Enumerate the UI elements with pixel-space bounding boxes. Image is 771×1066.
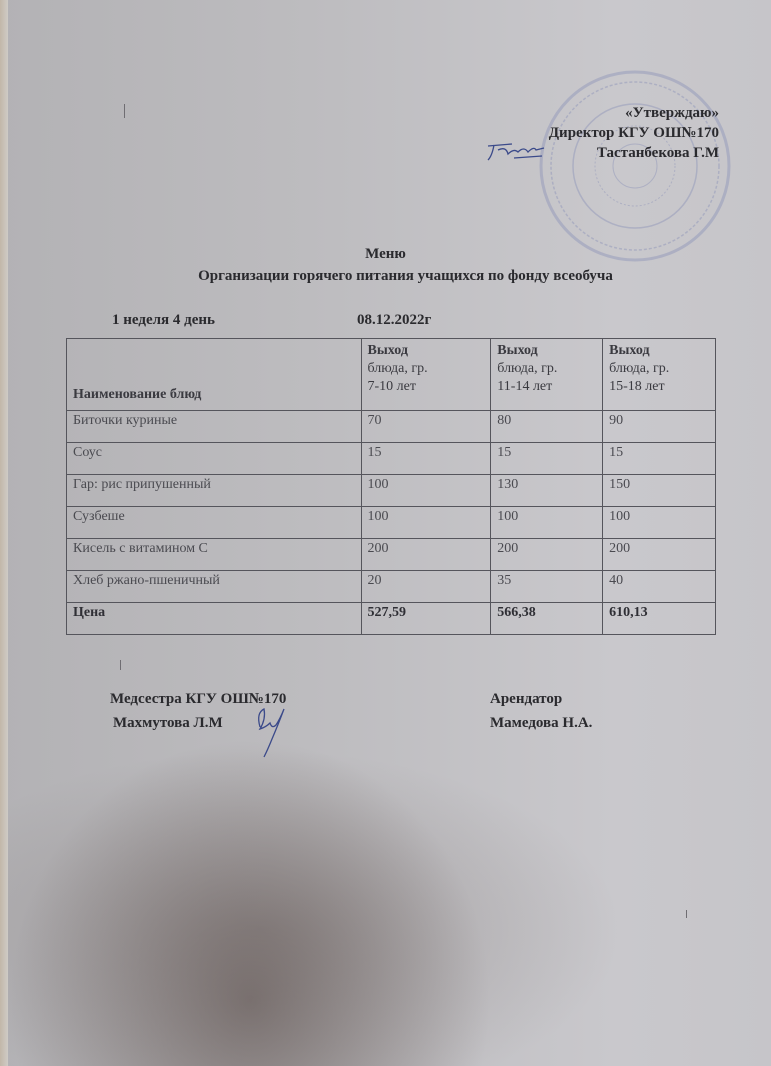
dish-name: Гар: рис припушенный — [67, 475, 362, 507]
dish-name: Биточки куриные — [67, 411, 362, 443]
menu-date: 08.12.2022г — [357, 312, 432, 328]
header-l3: 15-18 лет — [609, 379, 665, 394]
document-title — [0, 243, 771, 287]
portion-7-10: 70 — [361, 411, 491, 443]
portion-11-14: 35 — [491, 571, 603, 603]
portion-7-10: 100 — [361, 507, 491, 539]
header-l1: Выход — [609, 343, 650, 358]
dish-name: Сузбеше — [67, 507, 362, 539]
table-row — [67, 539, 716, 571]
title-subtitle: Организации горячего питания учащихся по фонду всеобуча — [198, 268, 613, 284]
approval-name: Тастанбекова Г.М — [596, 145, 719, 161]
portion-11-14: 130 — [491, 475, 603, 507]
table-row — [67, 507, 716, 539]
nurse-signature — [250, 705, 290, 760]
header-age-15-18 — [603, 339, 716, 411]
portion-7-10: 200 — [361, 539, 491, 571]
header-l2: блюда, гр. — [609, 361, 670, 376]
header-l3: 7-10 лет — [367, 379, 416, 394]
header-age-11-14 — [491, 339, 603, 411]
portion-11-14: 80 — [491, 411, 603, 443]
week-day: 1 неделя 4 день — [112, 312, 215, 328]
menu-table — [66, 338, 716, 635]
portion-11-14: 200 — [491, 539, 603, 571]
portion-7-10: 20 — [361, 571, 491, 603]
official-stamp — [535, 66, 735, 266]
director-signature — [484, 136, 554, 166]
header-l1: Выход — [367, 343, 408, 358]
table-row — [67, 571, 716, 603]
header-age-7-10 — [361, 339, 491, 411]
portion-7-10: 15 — [361, 443, 491, 475]
nurse-name: Махмутова Л.М — [113, 715, 223, 731]
dish-name: Хлеб ржано-пшеничный — [67, 571, 362, 603]
total-label: Цена — [67, 603, 362, 635]
total-price-row — [67, 603, 716, 635]
portion-15-18: 200 — [603, 539, 716, 571]
renter-signature-block — [490, 687, 592, 735]
approval-block — [549, 103, 719, 163]
paper-edge — [0, 0, 8, 1066]
table-row — [67, 411, 716, 443]
table-row — [67, 443, 716, 475]
header-l2: блюда, гр. — [497, 361, 558, 376]
dish-name: Кисель с витамином С — [67, 539, 362, 571]
portion-15-18: 15 — [603, 443, 716, 475]
title-main: Меню — [365, 246, 406, 262]
nurse-title: Медсестра КГУ ОШ№170 — [110, 691, 287, 707]
header-dish-name: Наименование блюд — [67, 339, 362, 411]
portion-15-18: 90 — [603, 411, 716, 443]
portion-15-18: 100 — [603, 507, 716, 539]
price-15-18: 610,13 — [603, 603, 716, 635]
paper-mark — [124, 104, 125, 118]
table-row — [67, 475, 716, 507]
header-l3: 11-14 лет — [497, 379, 553, 394]
portion-7-10: 100 — [361, 475, 491, 507]
price-7-10: 527,59 — [361, 603, 491, 635]
header-l2: блюда, гр. — [367, 361, 428, 376]
table-header-row — [67, 339, 716, 411]
portion-15-18: 150 — [603, 475, 716, 507]
renter-title: Арендатор — [490, 691, 563, 707]
portion-11-14: 15 — [491, 443, 603, 475]
approval-heading: «Утверждаю» — [625, 105, 719, 121]
dish-name: Соус — [67, 443, 362, 475]
paper-mark — [120, 660, 121, 670]
approval-position: Директор КГУ ОШ№170 — [548, 125, 719, 141]
header-l1: Выход — [497, 343, 538, 358]
portion-11-14: 100 — [491, 507, 603, 539]
renter-name: Мамедова Н.А. — [490, 715, 593, 731]
paper-mark — [686, 910, 687, 918]
price-11-14: 566,38 — [491, 603, 603, 635]
portion-15-18: 40 — [603, 571, 716, 603]
